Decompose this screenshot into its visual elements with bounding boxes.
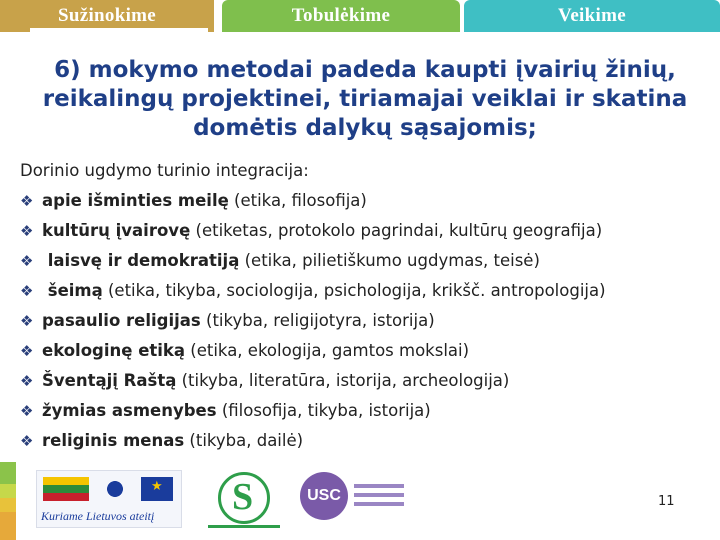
slide-content: [20, 156, 710, 456]
eu-flag-icon: [141, 477, 173, 501]
item-topic: Šventąjį Raštą: [42, 371, 177, 390]
tab-label: Sužinokime: [57, 5, 157, 26]
usc-logo: [298, 472, 410, 524]
item-subjects: (etika, ekologija, gamtos mokslai): [185, 341, 470, 360]
esf-emblem-icon: [93, 475, 137, 503]
item-topic: šeimą: [42, 281, 103, 300]
esf-logo: [36, 470, 182, 528]
item-topic: laisvę ir demokratiją: [42, 251, 240, 270]
list-item: [20, 396, 710, 426]
wordmark-line: [354, 484, 404, 488]
item-topic: religinis menas: [42, 431, 185, 450]
diamond-bullet-icon: ❖: [20, 192, 34, 210]
usc-wordmark: [354, 484, 404, 511]
diamond-bullet-icon: ❖: [20, 342, 34, 360]
logo-caption-bar: [208, 525, 280, 528]
intro-text: Dorinio ugdymo turinio integracija:: [20, 161, 309, 180]
item-subjects: (filosofija, tikyba, istorija): [216, 401, 431, 420]
active-tab-indicator: [30, 28, 208, 32]
color-strip-segment: [0, 462, 16, 484]
diamond-bullet-icon: ❖: [20, 402, 34, 420]
item-subjects: (tikyba, dailė): [184, 431, 304, 450]
slide-title: 6) mokymo metodai padeda kaupti įvairių žinių, reikalingų projektinei, tiriamajai veiklai ir skatina domėtis dalykų sąsajomis;: [42, 57, 688, 141]
color-strip-segment: [0, 484, 16, 498]
tab-veikime[interactable]: [464, 0, 720, 32]
list-item: [20, 426, 710, 456]
wordmark-line: [354, 502, 404, 506]
item-topic: ekologinę etiką: [42, 341, 186, 360]
list-item: [20, 306, 710, 336]
item-subjects: (etika, filosofija): [228, 191, 367, 210]
item-topic: žymias asmenybes: [42, 401, 217, 420]
tab-label: Veikime: [558, 5, 626, 26]
list-item: [20, 336, 710, 366]
page-number: 11: [658, 494, 675, 509]
bullet-list: [20, 186, 710, 456]
s-mark-icon: S: [232, 476, 254, 518]
item-subjects: (tikyba, religijotyra, istorija): [200, 311, 435, 330]
diamond-bullet-icon: ❖: [20, 252, 34, 270]
diamond-bullet-icon: ❖: [20, 312, 34, 330]
diamond-bullet-icon: ❖: [20, 372, 34, 390]
diamond-bullet-icon: ❖: [20, 282, 34, 300]
list-item: [20, 186, 710, 216]
esf-motto: Kuriame Lietuvos ateitį: [41, 509, 155, 523]
item-topic: pasaulio religijas: [42, 311, 201, 330]
diamond-bullet-icon: ❖: [20, 222, 34, 240]
usc-badge: USC: [300, 472, 348, 520]
item-topic: kultūrų įvairovę: [42, 221, 191, 240]
item-subjects: (etiketas, protokolo pagrindai, kultūrų geografija): [190, 221, 603, 240]
tab-tobulekime[interactable]: [222, 0, 460, 32]
item-topic: apie išminties meilę: [42, 191, 229, 210]
color-strip-segment: [0, 512, 16, 540]
diamond-bullet-icon: ❖: [20, 432, 34, 450]
color-strip-segment: [0, 498, 16, 512]
list-item: [20, 246, 710, 276]
tab-label: Tobulėkime: [291, 5, 391, 26]
school-logo: [208, 470, 280, 528]
wordmark-line: [354, 493, 404, 497]
list-item: [20, 276, 710, 306]
item-subjects: (etika, tikyba, sociologija, psichologija, krikšč. antropologija): [102, 281, 606, 300]
lithuania-flag-icon: [43, 477, 89, 501]
tab-suzinokime[interactable]: [0, 0, 214, 32]
item-subjects: (tikyba, literatūra, istorija, archeologija): [176, 371, 510, 390]
list-item: [20, 216, 710, 246]
item-subjects: (etika, pilietiškumo ugdymas, teisė): [239, 251, 540, 270]
list-item: [20, 366, 710, 396]
